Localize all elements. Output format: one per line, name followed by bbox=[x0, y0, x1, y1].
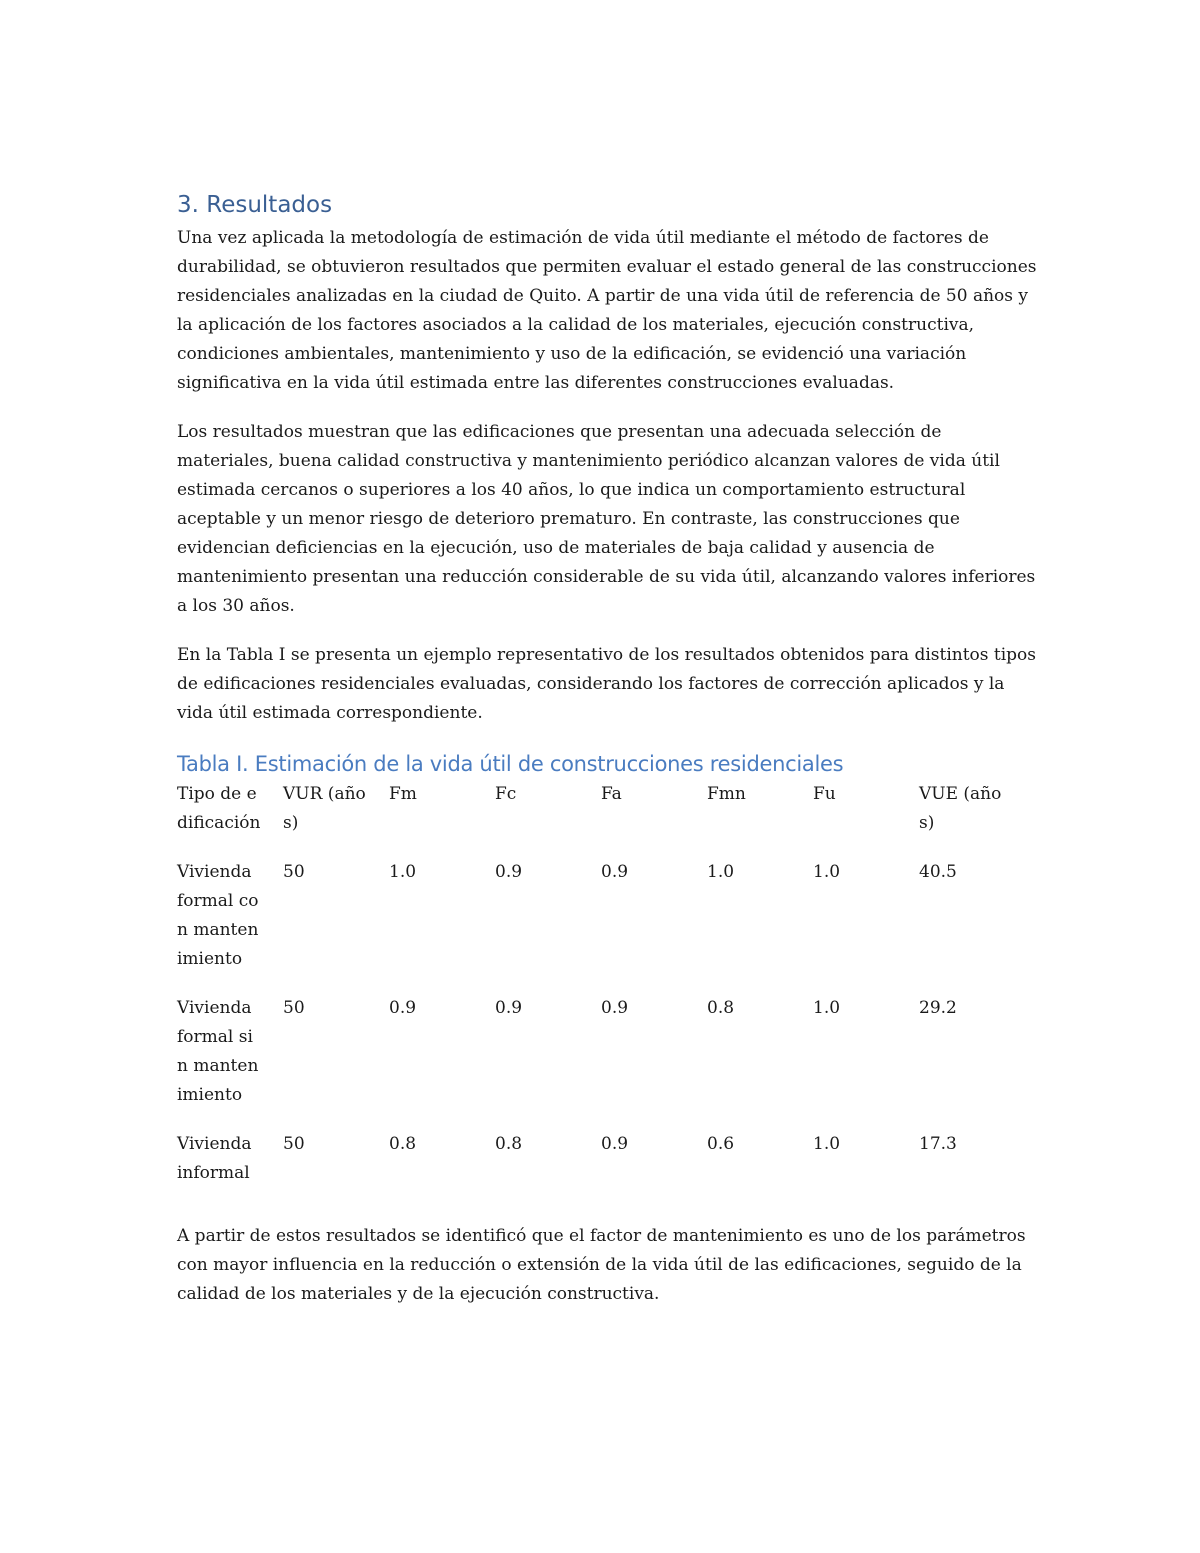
cell-text-building-type: Vivienda formal sin mantenimiento bbox=[177, 998, 259, 1105]
cell-fu: 1.0 bbox=[813, 1134, 841, 1154]
cell-fa: 0.9 bbox=[601, 862, 629, 882]
paragraph-methodology: Una vez aplicada la metodología de estimación de vida útil mediante el método de factores de durabilidad, se obtuvieron resultados que permiten evaluar el estado general de las construcciones residenciales analizadas en la ciudad de Quito. A partir de una vida útil de referencia de 50 años y la aplicación de los factores asociados a la calidad de los materiales, ejecución constructiva, condiciones ambientales, mantenimiento y uso de la edificación, se evidenció una variación significativa en la vida útil estimada entre las diferentes construcciones evaluadas. bbox=[177, 228, 1037, 393]
table-header-row bbox=[177, 780, 1007, 858]
cell-fa: 0.9 bbox=[601, 998, 629, 1018]
cell-fm: 0.9 bbox=[389, 998, 417, 1018]
header-text-building-type: Tipo de edificación bbox=[177, 784, 261, 833]
cell-fm: 1.0 bbox=[389, 862, 417, 882]
cell-building-type bbox=[177, 1130, 283, 1208]
table-row bbox=[177, 1130, 1007, 1208]
cell-fmn: 1.0 bbox=[707, 862, 735, 882]
header-cell-fm: Fm bbox=[389, 784, 417, 804]
cell-fc: 0.9 bbox=[495, 862, 523, 882]
header-cell-fa: Fa bbox=[601, 784, 622, 804]
header-cell-building-type bbox=[177, 780, 283, 858]
table-row bbox=[177, 994, 1007, 1130]
cell-vur: 50 bbox=[283, 998, 305, 1018]
cell-vur: 50 bbox=[283, 862, 305, 882]
cell-fmn: 0.6 bbox=[707, 1134, 735, 1154]
cell-fu: 1.0 bbox=[813, 998, 841, 1018]
header-cell-fc: Fc bbox=[495, 784, 517, 804]
paragraph-table-intro: En la Tabla I se presenta un ejemplo representativo de los resultados obtenidos para distintos tipos de edificaciones residenciales evaluadas, considerando los factores de corrección aplicados y la vida útil estimada correspondiente. bbox=[177, 645, 1037, 723]
results-table bbox=[177, 780, 1007, 1208]
cell-text-building-type: Vivienda formal con mantenimiento bbox=[177, 862, 259, 969]
cell-vue: 17.3 bbox=[919, 1134, 957, 1154]
section-heading: 3. Resultados bbox=[177, 192, 333, 218]
header-text-vue: VUE (años) bbox=[919, 784, 1002, 833]
header-cell-vur bbox=[283, 780, 389, 858]
paragraph-findings: Los resultados muestran que las edificaciones que presentan una adecuada selección de materiales, buena calidad constructiva y mantenimiento periódico alcanzan valores de vida útil estimada cercanos o superiores a los 40 años, lo que indica un comportamiento estructural aceptable y un menor riesgo de deterioro prematuro. En contraste, las construcciones que evidencian deficiencias en la ejecución, uso de materiales de baja calidad y ausencia de mantenimiento presentan una reducción considerable de su vida útil, alcanzando valores inferiores a los 30 años. bbox=[177, 422, 1036, 616]
cell-text-building-type: Vivienda informal bbox=[177, 1134, 252, 1183]
document-body bbox=[177, 188, 1037, 1329]
table-row bbox=[177, 858, 1007, 994]
cell-vue: 29.2 bbox=[919, 998, 957, 1018]
paragraph-conclusion: A partir de estos resultados se identificó que el factor de mantenimiento es uno de los parámetros con mayor influencia en la reducción o extensión de la vida útil de las edificaciones, seguido de la calidad de los materiales y de la ejecución constructiva. bbox=[177, 1226, 1026, 1304]
cell-building-type bbox=[177, 858, 283, 994]
header-cell-vue bbox=[919, 780, 1007, 858]
header-text-vur: VUR (años) bbox=[283, 784, 366, 833]
cell-building-type bbox=[177, 994, 283, 1130]
header-cell-fu: Fu bbox=[813, 784, 836, 804]
table-caption: Tabla I. Estimación de la vida útil de construcciones residenciales bbox=[177, 752, 844, 776]
cell-fc: 0.8 bbox=[495, 1134, 523, 1154]
cell-vur: 50 bbox=[283, 1134, 305, 1154]
cell-fm: 0.8 bbox=[389, 1134, 417, 1154]
cell-fmn: 0.8 bbox=[707, 998, 735, 1018]
cell-vue: 40.5 bbox=[919, 862, 957, 882]
header-cell-fmn: Fmn bbox=[707, 784, 746, 804]
cell-fu: 1.0 bbox=[813, 862, 841, 882]
cell-fc: 0.9 bbox=[495, 998, 523, 1018]
cell-fa: 0.9 bbox=[601, 1134, 629, 1154]
